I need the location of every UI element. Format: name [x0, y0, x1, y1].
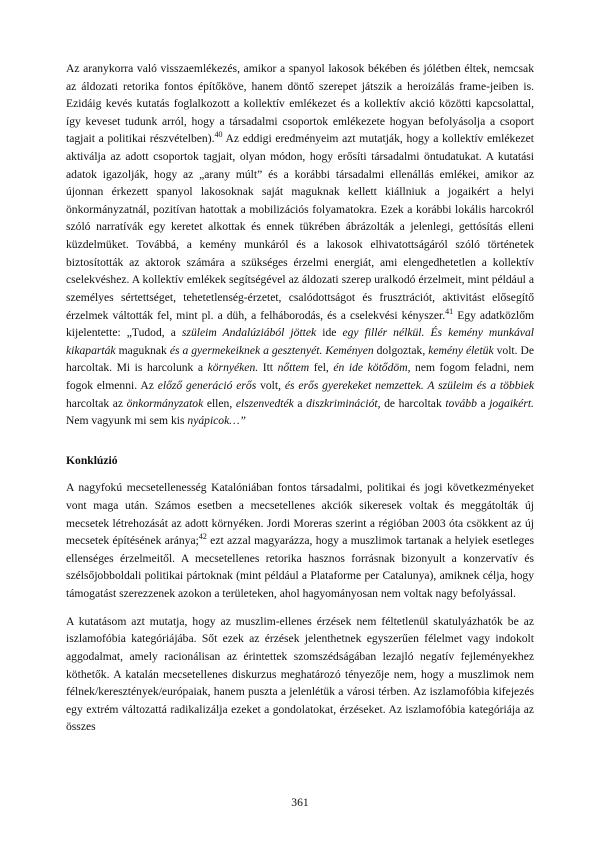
paragraph: [66, 613, 534, 736]
text-run: a: [293, 396, 307, 410]
document-body: [66, 60, 534, 736]
text-run: harcoltak az: [66, 396, 127, 410]
text-run: maguknak: [115, 343, 170, 357]
text-run: Itt: [258, 361, 278, 375]
quoted-emphasis: önkormányzatok: [126, 396, 204, 410]
text-run: nem fogom feladni, nem fogok elmenni. Az: [66, 361, 534, 392]
quoted-emphasis: diszkriminációt,: [306, 396, 381, 410]
page-number: 361: [291, 796, 309, 809]
quoted-emphasis: előző generáció erős: [157, 378, 257, 392]
quoted-emphasis: és erős gyerekeket nemzettek. A szüleim és a többiek: [284, 378, 535, 392]
text-run: dolgoztak,: [373, 343, 429, 357]
quoted-emphasis: szüleim Andalúziából jöttek: [181, 326, 317, 340]
section-heading: Konklúzió: [66, 453, 118, 467]
quoted-emphasis: én ide kötődöm,: [333, 361, 411, 375]
text-run: A nagyfokú mecsetellenesség Katalóniában fontos társadalmi, politikai és jogi következményeket vont maga után. Számos esetben a mecsetellenes akciók sikeresek voltak és meggátolták új mecsetek létrehozását az adott környéken. Jordi Moreras szerint a régióban 2003 óta csökkent az új mecsetek építésének aránya;: [66, 481, 534, 548]
paragraph: [66, 479, 534, 602]
text-run: Az aranykorra való visszaemlékezés, amikor a spanyol lakosok békében és jólétben éltek, nemcsak az áldozati retorika fontos építőköve, hanem döntő szerepet játszik a heroizálás frame-jeiben is. Ezidáig kevés kutatás foglalkozott a kollektív emlékezet és a kollektív akció közötti kapcsolattal, így keveset tudunk arról, hogy a társadalmi csoportok emlékezete hogyan befolyásolja a csoport tagjait a politikai részvételben).: [66, 62, 534, 146]
footnote-marker: 40: [214, 130, 223, 140]
footnote-marker: 42: [198, 532, 207, 542]
text-run: ellen,: [203, 396, 236, 410]
quoted-emphasis: elszenvedték: [235, 396, 294, 410]
footnote-marker: 41: [445, 306, 454, 316]
quoted-emphasis: nőttem: [277, 361, 310, 375]
quoted-emphasis: jogaikért.: [489, 396, 534, 410]
quoted-emphasis: környéken.: [207, 361, 259, 375]
quoted-emphasis: nyápicok…”: [187, 414, 247, 428]
text-run: de harcoltak: [380, 396, 446, 410]
quoted-emphasis: és a gyermekeiknek a gesztenyét. Keményen: [169, 343, 374, 357]
text-run: A kutatásom azt mutatja, hogy az muszlim-ellenes érzések nem féltetlenül skatulyázhatók be az iszlamofóbia kategóriájába. Sőt ezek az érzések jelenthetnek egyszerűen félelmet vagy indokolt aggodalmat, amely racionálisan az érintettek szomszédságában lezajló negatív fejleményekhez köthetők. A katalán mecsetellenes diskurzus meghatározó tényezője nem, hogy a muszlimok nem félnek/keresztények/európaiak, hanem puszta a jelenlétük a városi térben. Az iszlamofóbia kifejezés egy extrém változattá radikalizálja ezeket a gondolatokat, érzéseket. Az iszlamofóbia kategóriája az összes: [66, 614, 534, 734]
quoted-emphasis: kemény életük: [428, 343, 494, 357]
text-run: volt. De harcoltak. Mi is harcolunk a: [66, 343, 535, 375]
quoted-emphasis: egy fillér nélkül. És kemény munkával kikaparták: [66, 326, 534, 357]
text-run: Egy adatközlőm kijelentette: „Tudod, a: [66, 308, 535, 340]
text-run: a: [476, 396, 490, 410]
text-run: volt,: [256, 378, 285, 392]
quoted-emphasis: tovább: [445, 396, 477, 410]
text-run: ezt azzal magyarázza, hogy a muszlimok tartanak a helyiek esetleges ellenséges érzelmeitől. A mecsetellenes retorika hasznos forrásnak bizonyult a konzervatív és szélsőjobboldali politikai pártoknak (mint például a Plataforme per Catalunya), amiknek célja, hogy támogatást szerezzenek azokon a területeken, ahol hagyományosan nem voltak nagy befolyással.: [66, 534, 534, 601]
text-run: Az eddigi eredményeim azt mutatják, hogy a kollektív emlékezet aktiválja az adott csoportok tagjait, olyan módon, hogy erősíti társadalmi öntudatukat. A kutatási adatok igazolják, hogy az „arany múlt” és a korábbi társadalmi ellenállás emlékei, amikor az újonnan érkezett spanyol lakosoknak saját maguknak kellett kiállniuk a jogaikért a helyi önkormányzatnál, pozitívan hatottak a mobilizációs folyamatokra. Ezek a korábbi lokális harcokról szóló narratívák egy keretet alkottak és ennek tükrében ábrázolták a jelenlegi, gettósítás elleni küzdelmüket. Továbbá, a kemény munkáról és a lakosok elhivatottságáról szóló történetek biztosították az aktorok számára a szükséges érzelmi energiát, ami elengedhetetlen a kollektív cselekvéshez. A kollektív emlékek segítségével az áldozati szerep uralkodó érzelmeit, mint például a személyes sértettséget, tehetetlenség-érzetet, csalódottságot és frusztrációt, aktivitást elősegítő érzelmek váltották fel, mint pl. a düh, a felháborodás, és a cselekvési kényszer.: [66, 132, 534, 322]
text-run: ide: [316, 326, 343, 340]
text-run: fel,: [309, 361, 334, 375]
paragraph: [66, 60, 534, 430]
text-run: Nem vagyunk mi sem kis: [66, 414, 188, 428]
